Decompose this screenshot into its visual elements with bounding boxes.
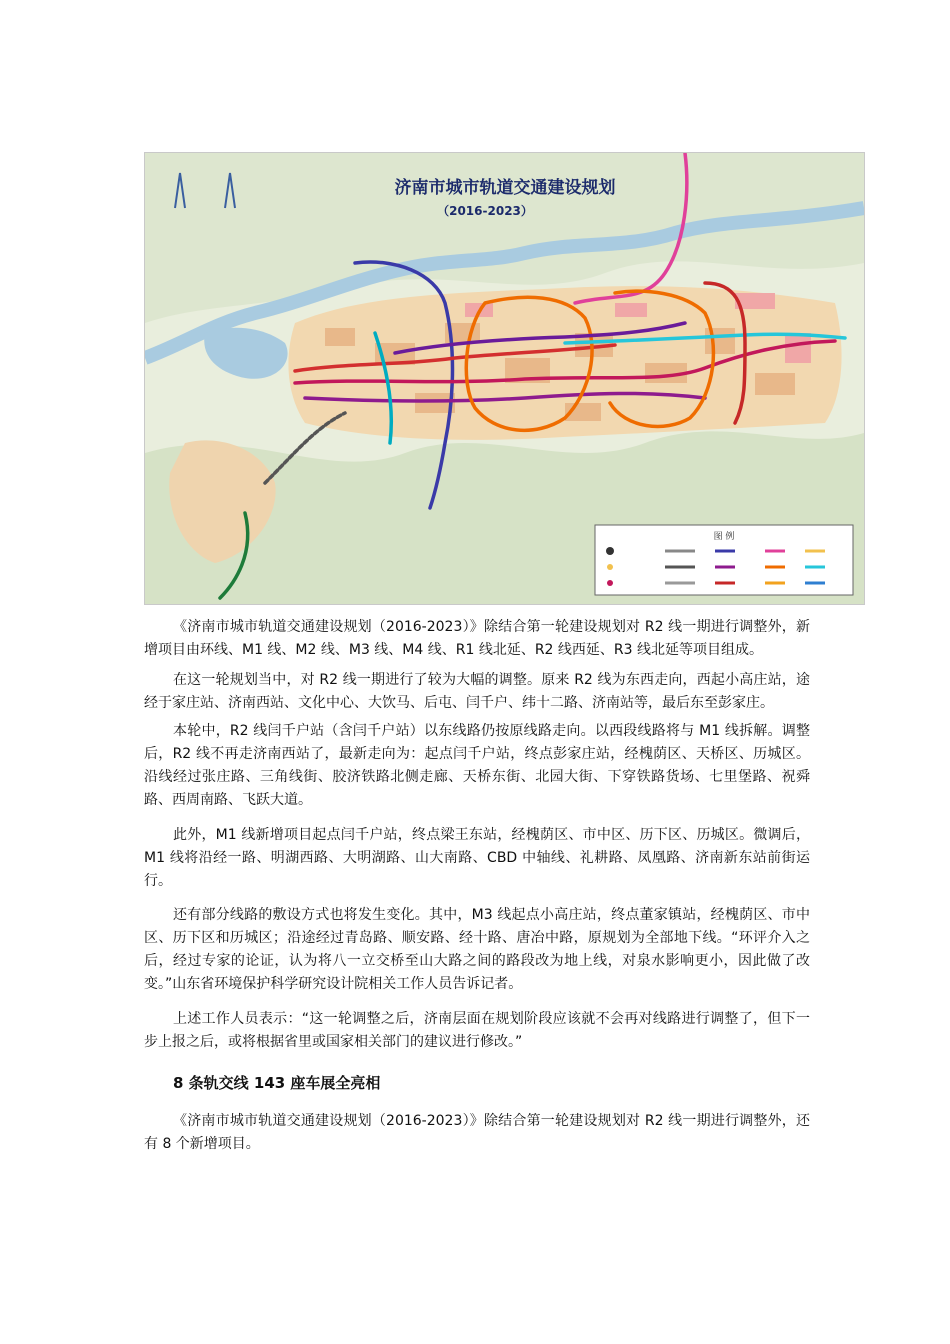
map-legend [595, 525, 853, 595]
paragraph-staff-quote: 上述工作人员表示：“这一轮调整之后，济南层面在规划阶段应该就不会再对线路进行调整了，但下一步上报之后，或将根据省里或国家相关部门的建议进行修改。” [144, 1011, 810, 1050]
paragraph-r2-adjustment: 在这一轮规划当中，对 R2 线一期进行了较为大幅的调整。原来 R2 线为东西走向，西起小高庄站，途经于家庄站、济南西站、文化中心、大饮马、后屯、闫千户、纬十二路、济南站等，最后东至彭家庄。 [144, 672, 810, 711]
map-subtitle: （2016-2023） [437, 204, 533, 218]
paragraph-plan-overview: 《济南市城市轨道交通建设规划（2016-2023）》除结合第一轮建设规划对 R2 线一期进行调整外，新增项目由环线、M1 线、M2 线、M3 线、M4 线、R1 线北延、R2 线西延、R3 线北延等项目组成。 [144, 619, 810, 658]
paragraph-r2-new-route: 本轮中，R2 线闫千户站（含闫千户站）以东线路仍按原线路走向。以西段线路将与 M1 线拆解。调整后，R2 线不再走济南西站了，最新走向为：起点闫千户站，终点彭家庄站，经槐荫区、天桥区、历城区。沿线经过张庄路、三角线街、胶济铁路北侧走廊、天桥东街、北园大街、下穿铁路货场、七里堡路、祝舜路、西周南路、飞跃大道。 [144, 723, 810, 808]
paragraph-m3-laying: 还有部分线路的敷设方式也将发生变化。其中，M3 线起点小高庄站，终点董家镇站，经槐荫区、市中区、历下区和历城区；沿途经过青岛路、顺安路、经十路、唐冶中路，原规划为全部地下线。“环评介入之后，经过专家的论证，认为将八一立交桥至山大路之间的路段改为地上线，对泉水影响更小，因此做了改变。”山东省环境保护科学研究设计院相关工作人员告诉记者。 [144, 907, 810, 992]
map-title: 济南市城市轨道交通建设规划 [394, 178, 616, 198]
section-heading: 8 条轨交线 143 座车展全亮相 [173, 1074, 381, 1092]
paragraph-m1-route: 此外，M1 线新增项目起点闫千户站，终点梁王东站，经槐荫区、市中区、历下区、历城区。微调后，M1 线将沿经一路、明湖西路、大明湖路、山大南路、CBD 中轴线、礼耕路、凤凰路、济南新东站前街运行。 [144, 827, 810, 889]
paragraph-new-projects: 《济南市城市轨道交通建设规划（2016-2023）》除结合第一轮建设规划对 R2 线一期进行调整外，还有 8 个新增项目。 [144, 1113, 810, 1152]
map-graphic [145, 153, 864, 604]
legend-title: 图 例 [713, 532, 735, 542]
rail-transit-plan-map [144, 152, 865, 605]
